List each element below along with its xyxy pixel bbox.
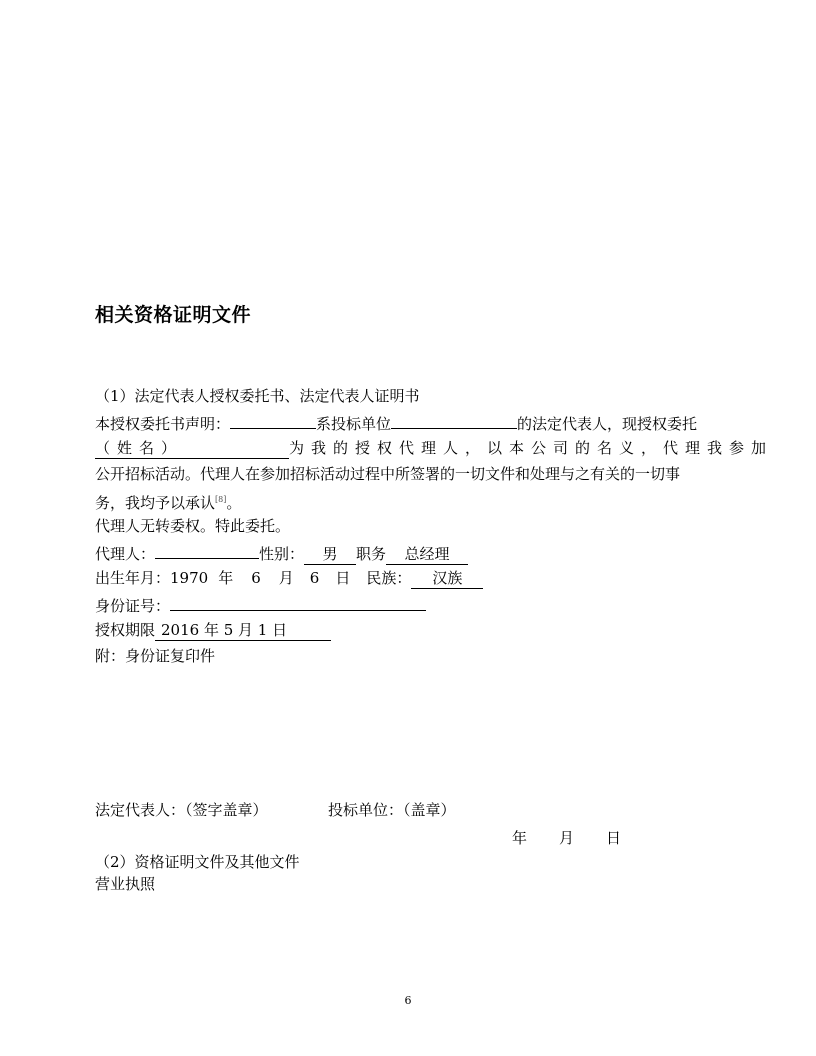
term-label: 授权期限 bbox=[95, 621, 156, 639]
month-unit: 月 bbox=[278, 569, 294, 587]
principal-name-blank[interactable] bbox=[230, 412, 316, 429]
sign-month: 月 bbox=[559, 829, 575, 847]
birth-year: 1970 bbox=[170, 569, 209, 587]
sign-year: 年 bbox=[512, 829, 528, 847]
ethnicity-label: 民族： bbox=[366, 569, 412, 587]
period-mark: 。 bbox=[226, 494, 242, 512]
legal-rep-text: 的法定代表人，现授权委托 bbox=[517, 415, 698, 433]
sign-day: 日 bbox=[606, 829, 622, 847]
paragraph-line-4 bbox=[95, 490, 241, 513]
gender-label: 性别： bbox=[259, 545, 305, 563]
birth-month: 6 bbox=[251, 569, 261, 587]
footnote-ref[interactable]: [8] bbox=[215, 495, 227, 504]
agent-appointment-text: 为我的授权代理人，以本公司的名义，代理我参加 bbox=[289, 439, 774, 457]
term-value[interactable]: 2016 年 5 月 1 日 bbox=[155, 620, 331, 641]
birth-label: 出生年月： bbox=[95, 569, 171, 587]
birth-day: 6 bbox=[309, 569, 320, 587]
gender-value[interactable]: 男 bbox=[304, 544, 356, 565]
no-sub-delegation: 代理人无转委权。特此委托。 bbox=[95, 517, 291, 535]
year-unit: 年 bbox=[218, 569, 234, 587]
ethnicity-value[interactable]: 汉族 bbox=[411, 568, 483, 589]
agent-info-row bbox=[95, 542, 468, 565]
id-number-blank[interactable] bbox=[170, 594, 426, 611]
id-label: 身份证号： bbox=[95, 597, 171, 615]
paragraph-line-3: 公开招标活动。代理人在参加招标活动过程中所签署的一切文件和处理与之有关的一切事 bbox=[95, 465, 681, 483]
attachment-note: 附：身份证复印件 bbox=[95, 647, 216, 665]
agent-label: 代理人： bbox=[95, 545, 156, 563]
subsection-2-title: （2）资格证明文件及其他文件 bbox=[95, 853, 300, 871]
subsection-1-title: （1）法定代表人授权委托书、法定代表人证明书 bbox=[95, 387, 420, 405]
business-license: 营业执照 bbox=[95, 875, 156, 893]
bidder-unit-blank[interactable] bbox=[391, 412, 517, 429]
acknowledge-text: 务，我均予以承认 bbox=[95, 494, 216, 512]
bidder-seal: 投标单位：（盖章） bbox=[328, 801, 456, 819]
id-number-row bbox=[95, 594, 426, 616]
page-number: 6 bbox=[404, 994, 412, 1007]
agent-name-blank[interactable] bbox=[155, 542, 259, 559]
birth-info-row bbox=[95, 568, 483, 589]
legal-rep-signature: 法定代表人：（签字盖章） bbox=[95, 801, 268, 819]
position-value[interactable]: 总经理 bbox=[386, 544, 468, 565]
day-unit: 日 bbox=[335, 569, 351, 587]
declaration-label: 本授权委托书声明： bbox=[95, 415, 231, 433]
sign-date bbox=[512, 828, 621, 848]
section-title: 相关资格证明文件 bbox=[95, 304, 252, 326]
bidder-unit-label: 系投标单位 bbox=[316, 415, 392, 433]
paragraph-line-1 bbox=[95, 412, 697, 434]
agent-name-field[interactable]: （姓名） bbox=[95, 438, 289, 459]
position-label: 职务 bbox=[356, 545, 387, 563]
paragraph-line-2 bbox=[95, 438, 773, 459]
auth-term-row bbox=[95, 620, 331, 641]
